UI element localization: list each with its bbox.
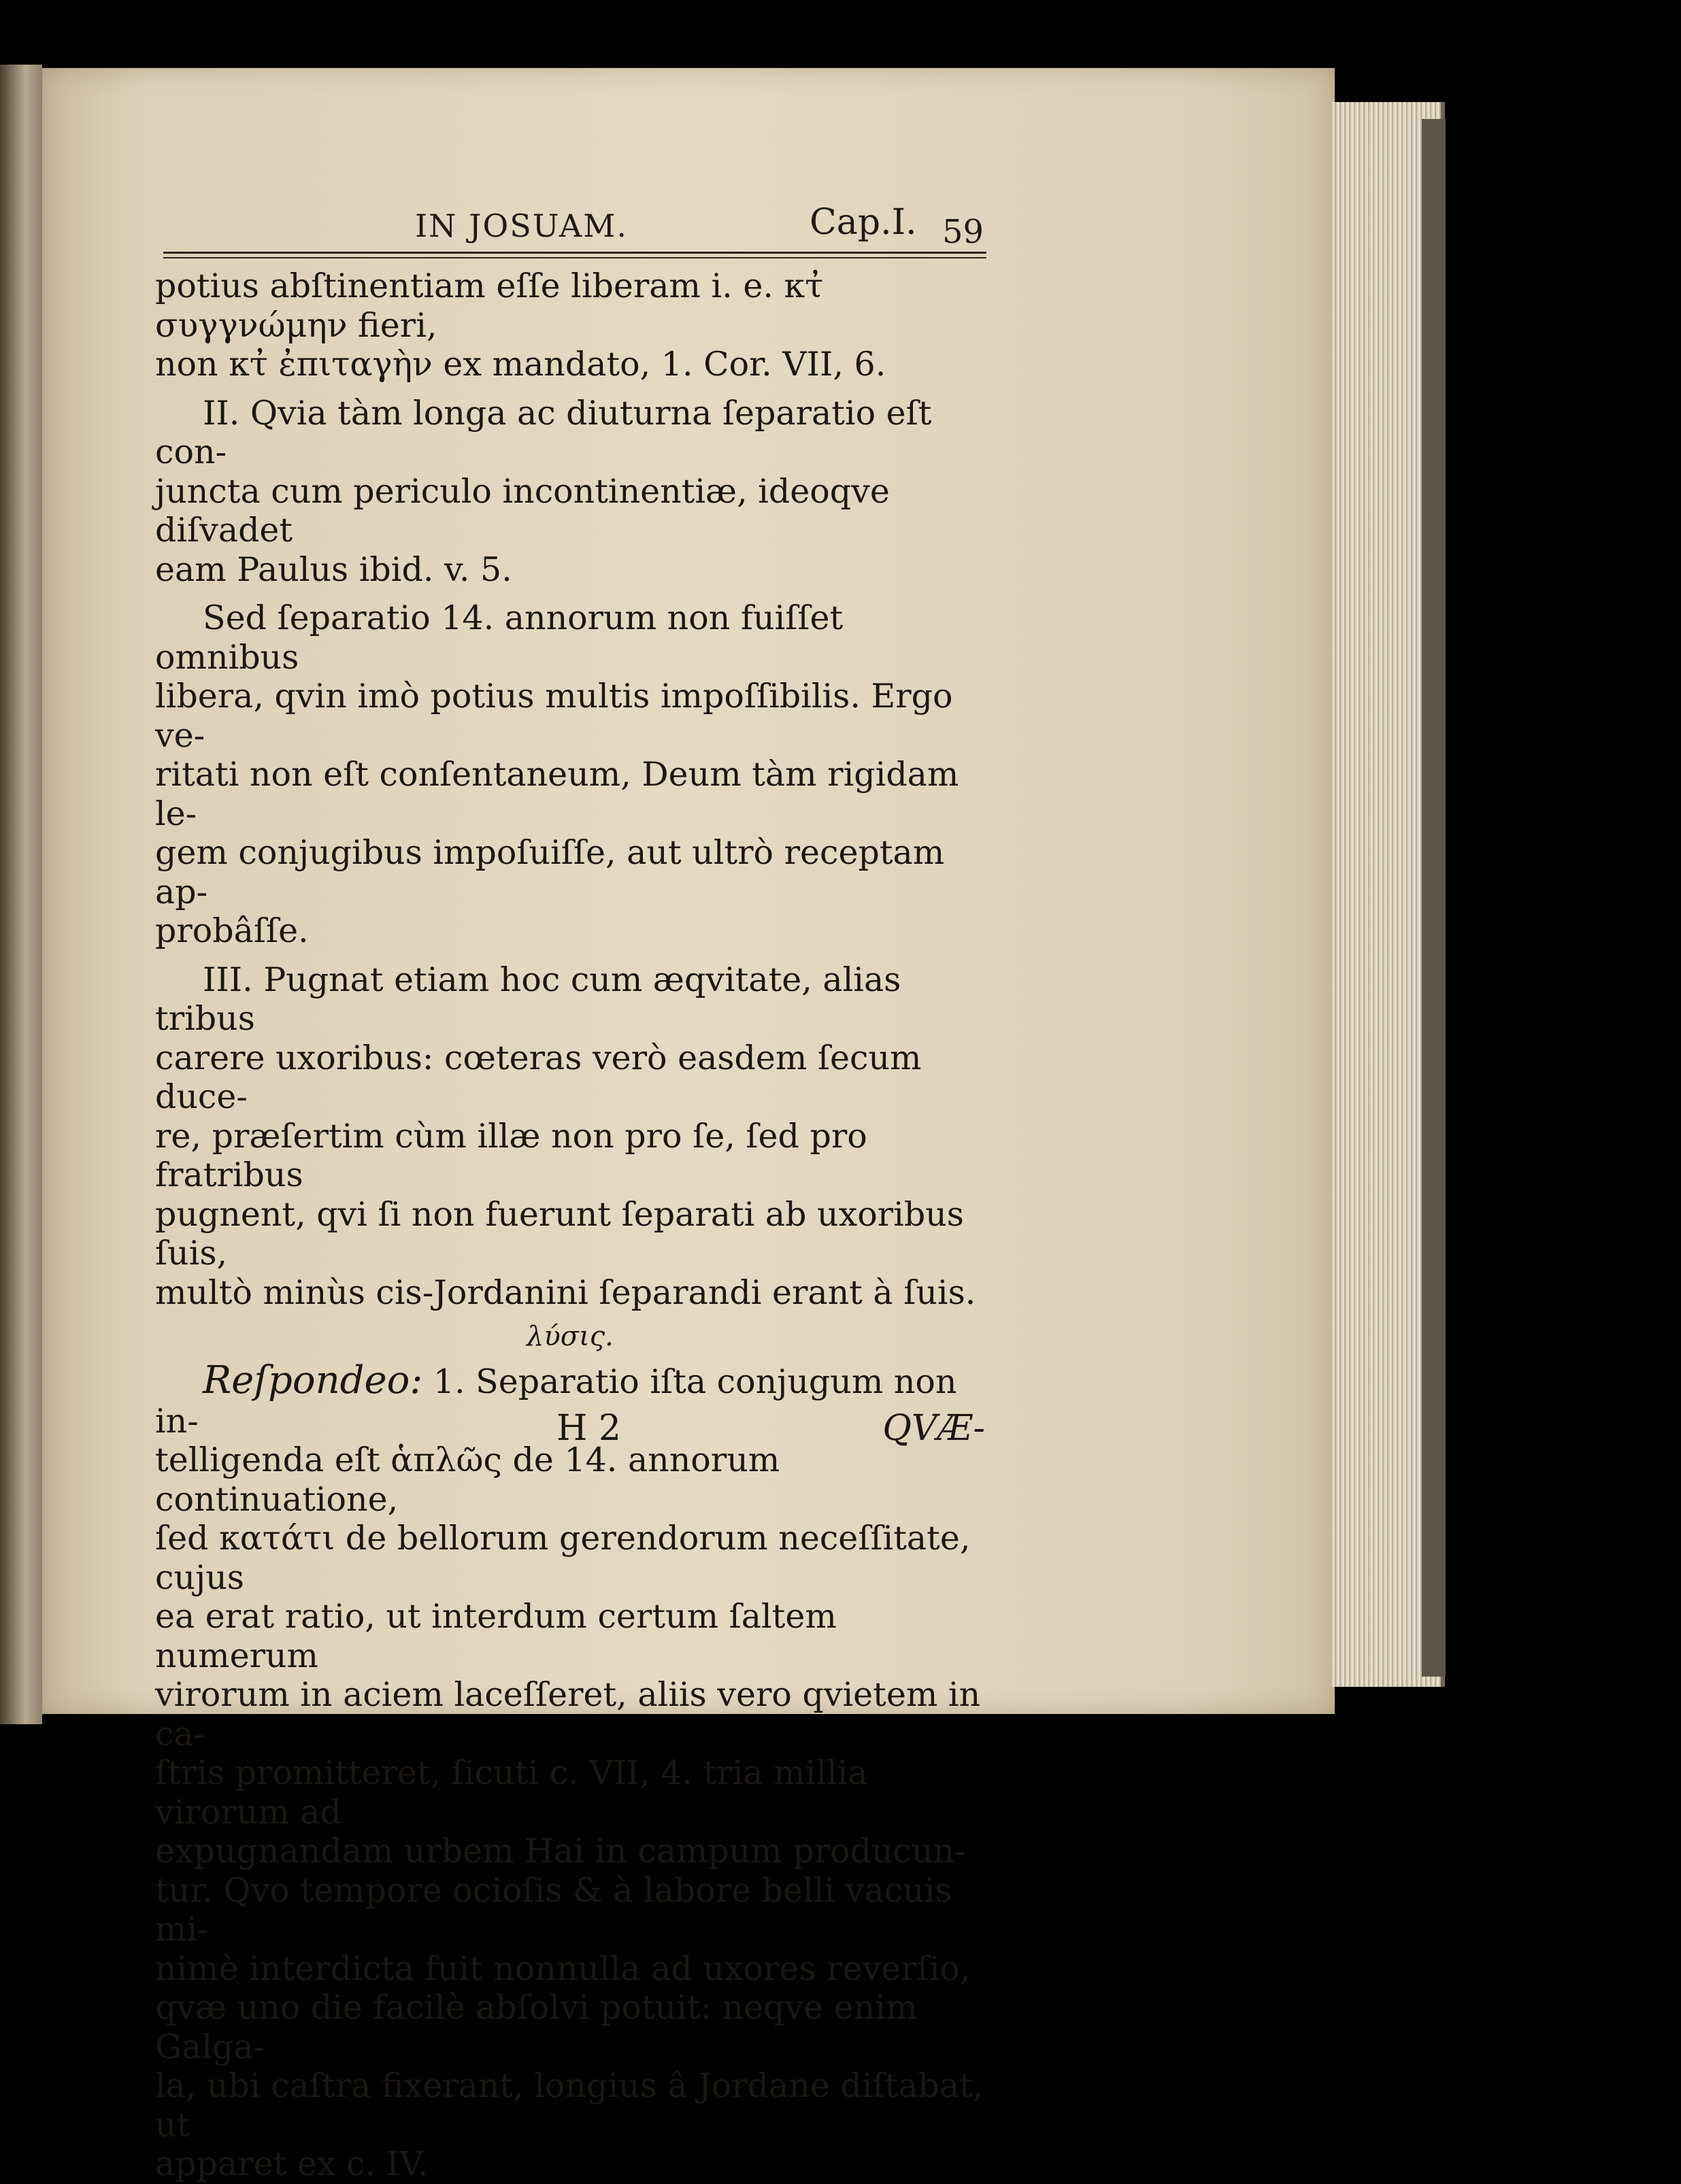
text-line: carere uxoribus: cœteras verò easdem ſecum duce- [155,1038,922,1116]
header-rule-lower [163,257,986,258]
catchword: QVÆ- [882,1408,985,1449]
text-line: telligenda eſt ἁπλῶς de 14. annorum continuatione, [155,1441,780,1519]
text-line: tur. Qvo tempore ocioſis & à labore belli vacuis mi- [155,1870,952,1949]
text-line: qvæ uno die facilè abſolvi potuit: neqve enim Galga- [155,1988,918,2066]
signature-mark: H 2 [556,1408,621,1449]
text-line: Sed ſeparatio 14. annorum non fuiſſet omnibus [155,599,844,677]
facing-page-edge [0,65,42,1724]
text-line: re, præſertim cùm illæ non pro ſe, ſed pro fratribus [155,1116,867,1194]
section-heading: λύσις. [527,1321,614,1352]
page-number: 59 [942,213,984,251]
text-line: juncta cum periculo incontinentiæ, ideoqve diſvadet [155,471,890,550]
text-line: ea erat ratio, ut interdum certum ſaltem numerum [155,1597,837,1675]
text-line: nimè interdicta fuit nonnulla ad uxores reverſio, [155,1949,971,1988]
text-line: potius abſtinentiam eſſe liberam i. e. κτ̓ συγγνώμην fieri, [155,267,824,345]
page-body [155,267,985,2184]
respondeo-word: Reſpondeo: [203,1358,423,1402]
header-rule [163,252,986,254]
paragraph-gap [155,384,985,394]
text-line: libera, qvin imò potius multis impoſſibilis. Ergo ve- [155,677,953,755]
text-line: la, ubi caſtra fixerant, longius â Jordane diſtabat, ut [155,2066,984,2145]
book-cover [1422,119,1446,1677]
text-line: III. Pugnat etiam hoc cum æqvitate, alias tribus [155,960,901,1038]
text-line: non κτ̓ ἐπιταγὴν ex mandato, 1. Cor. VII, 6. [155,345,886,384]
running-header [367,202,1000,255]
text-line: virorum in aciem laceſſeret, aliis vero qvietem in ca- [155,1675,981,1753]
paragraph-gap [155,951,985,960]
text-line: apparet ex c. IV. [155,2145,429,2183]
paragraph-gap [155,589,985,599]
running-title: IN JOSUAM. [415,207,629,244]
text-line: II. Qvia tàm longa ac diuturna ſeparatio eſt con- [155,393,932,471]
page-footer [155,1408,985,1456]
text-line: eam Paulus ibid. v. 5. [155,550,512,589]
text-line: ritati non eſt conſentaneum, Deum tàm rigidam le- [155,755,959,833]
chapter-label: Cap.I. [810,202,917,243]
text-line: expugnandam urbem Hai in campum producun- [155,1832,966,1870]
text-line: multò minùs cis-Jordanini ſeparandi erant à ſuis. [155,1273,976,1312]
text-line: gem conjugibus impoſuiſſe, aut ultrò receptam ap- [155,833,945,911]
text-span: 1. Separatio iſta conjugum non in- [155,1362,957,1441]
text-line: ſtris promitteret, ſicuti c. VII, 4. tria millia virorum ad [155,1753,868,1832]
text-line: ſed κατάτι de bellorum gerendorum neceſſitate, cujus [155,1519,971,1597]
text-line: pugnent, qvi ſi non fuerunt ſeparati ab uxoribus ſuis, [155,1194,964,1273]
text-line: probâſſe. [155,911,309,950]
